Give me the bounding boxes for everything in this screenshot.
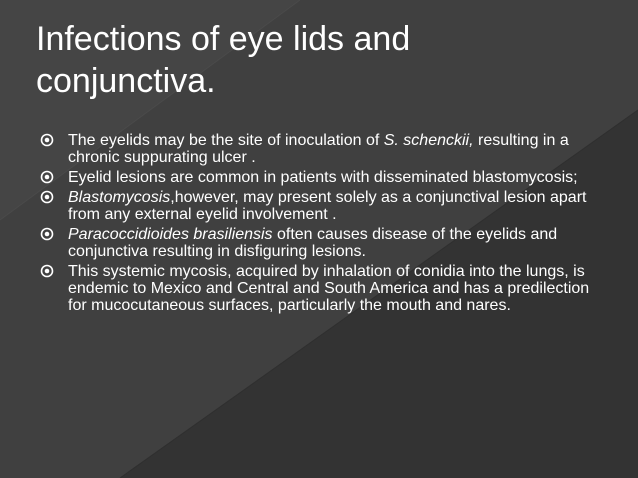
- italic-term: S. schenckii,: [383, 132, 474, 149]
- bullet-text: [68, 169, 578, 186]
- text-segment: often causes disease of the eyelids and conjunctiva resulting in disfiguring lesions.: [68, 226, 558, 260]
- bullet-item: [40, 263, 600, 314]
- bullet-text: [68, 263, 589, 314]
- text-segment: The eyelids may be the site of inoculation of: [68, 132, 384, 149]
- target-circle-icon: [40, 170, 54, 184]
- target-circle-icon: [40, 227, 54, 241]
- slide-title: Infections of eye lids and conjunctiva.: [36, 20, 411, 100]
- italic-term: Blastomycosis: [68, 189, 171, 206]
- bullet-text: [68, 226, 557, 260]
- bullet-item: [40, 169, 600, 186]
- bullet-list: [40, 132, 600, 317]
- bullet-item: [40, 226, 600, 260]
- bullet-item: [40, 132, 600, 166]
- text-segment: This systemic mycosis, acquired by inhalation of conidia into the lungs, is endemic to Mexico and Central and South America and has a predilection for mucocutaneous surfaces, particularly the mouth and nares.: [68, 263, 590, 314]
- text-segment: ,however, may present solely as a conjunctival lesion apart from any external eyelid involvement .: [68, 189, 587, 223]
- bullet-item: [40, 189, 600, 223]
- bullet-text: [68, 189, 586, 223]
- target-circle-icon: [40, 133, 54, 147]
- target-circle-icon: [40, 264, 54, 278]
- text-segment: resulting in a chronic suppurating ulcer .: [68, 132, 569, 166]
- text-segment: Eyelid lesions are common in patients with disseminated blastomycosis;: [68, 169, 578, 186]
- italic-term: Paracoccidioides brasiliensis: [68, 226, 273, 243]
- target-circle-icon: [40, 190, 54, 204]
- bullet-text: [68, 132, 569, 166]
